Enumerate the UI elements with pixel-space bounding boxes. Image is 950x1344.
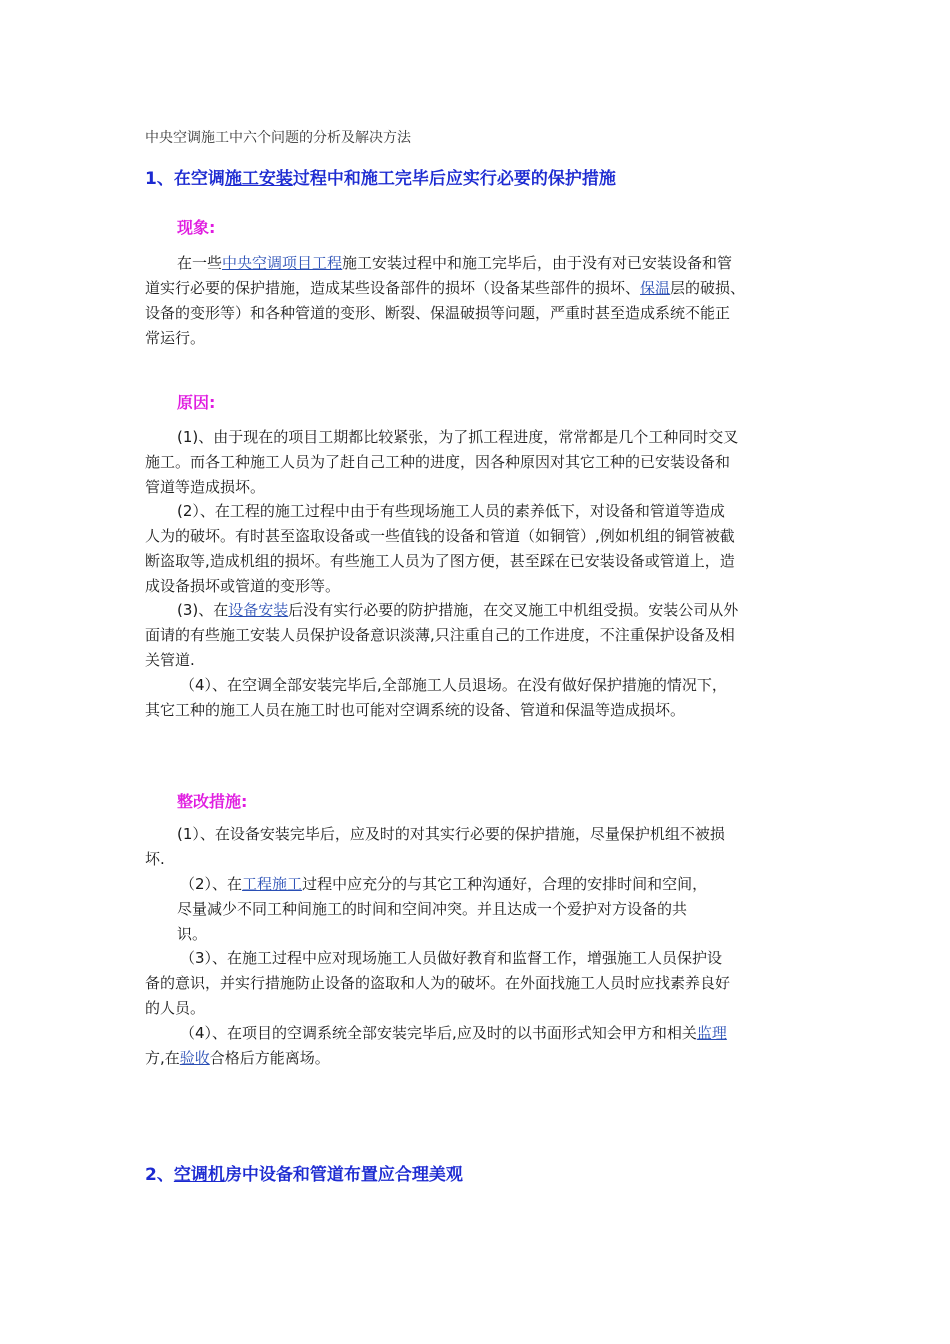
link-equipment-install[interactable]: 设备安装	[228, 601, 289, 619]
link-central-ac-project[interactable]: 中央空调项目工程	[222, 254, 343, 272]
paragraph-line: 关管道.	[145, 651, 195, 669]
link-ac-machine-room[interactable]: 空调机	[173, 1165, 225, 1185]
paragraph-line: 施工。而各工种施工人员为了赶自己工种的进度，因各种原因对其它工种的已安装设备和	[145, 453, 731, 471]
link-supervision[interactable]: 监理	[696, 1024, 727, 1042]
paragraph-line: 断盗取等,造成机组的损坏。有些施工人员为了图方便，甚至踩在已安装设备或管道上，造	[145, 552, 735, 570]
link-engineering-construction[interactable]: 工程施工	[242, 875, 303, 893]
link-construction-install[interactable]: 施工安装	[224, 169, 293, 189]
paragraph-line: 识。	[177, 925, 208, 943]
paragraph-line: 备的意识，并实行措施防止设备的盗取和人为的破坏。在外面找施工人员时应找素养良好	[145, 974, 731, 992]
subheading-cause: 原因:	[177, 393, 216, 412]
paragraph-line: 成设备损坏或管道的变形等。	[145, 577, 341, 595]
paragraph-line: (3)、在设备安装后没有实行必要的防护措施，在交叉施工中机组受损。安装公司从外	[177, 601, 739, 619]
section-2-heading: 2、空调机房中设备和管道布置应合理美观	[145, 1165, 463, 1185]
paragraph-line: 人为的破坏。有时甚至盗取设备或一些值钱的设备和管道（如铜管）,例如机组的铜管被截	[145, 527, 735, 545]
document-title: 中央空调施工中六个问题的分析及解决方法	[145, 130, 411, 146]
paragraph-line: 方,在验收合格后方能离场。	[145, 1049, 330, 1067]
paragraph-line: 的人员。	[145, 999, 206, 1017]
link-acceptance[interactable]: 验收	[179, 1049, 210, 1067]
paragraph-line: 坏.	[145, 850, 165, 868]
paragraph-line: 设备的变形等）和各种管道的变形、断裂、保温破损等问题，严重时甚至造成系统不能正	[145, 304, 731, 322]
paragraph-line: （4）、在项目的空调系统全部安装完毕后,应及时的以书面形式知会甲方和相关监理	[180, 1024, 727, 1042]
paragraph-line: （2）、在工程施工过程中应充分的与其它工种沟通好，合理的安排时间和空间，	[180, 875, 708, 893]
paragraph-line: （4）、在空调全部安装完毕后,全部施工人员退场。在没有做好保护措施的情况下，	[180, 676, 727, 694]
paragraph-line: (1）、在设备安装完毕后，应及时的对其实行必要的保护措施，尽量保护机组不被损	[177, 825, 725, 843]
paragraph-line: (2）、在工程的施工过程中由于有些现场施工人员的素养低下，对设备和管道等造成	[177, 502, 725, 520]
subheading-fix-measures: 整改措施:	[177, 792, 248, 811]
subheading-phenomenon: 现象:	[177, 218, 216, 237]
paragraph-line: 常运行。	[145, 329, 206, 347]
paragraph-line: 尽量减少不同工种间施工的时间和空间冲突。并且达成一个爱护对方设备的共	[177, 900, 688, 918]
paragraph-line: (1)、由于现在的项目工期都比较紧张，为了抓工程进度，常常都是几个工种同时交叉	[177, 428, 739, 446]
paragraph-line: 管道等造成损坏。	[145, 478, 266, 496]
paragraph-line: 在一些中央空调项目工程施工安装过程中和施工完毕后，由于没有对已安装设备和管	[177, 254, 733, 272]
paragraph-line: 道实行必要的保护措施，造成某些设备部件的损坏（设备某些部件的损坏、保温层的破损、	[145, 279, 746, 297]
paragraph-line: （3）、在施工过程中应对现场施工人员做好教育和监督工作，增强施工人员保护设	[180, 949, 723, 967]
paragraph-line: 其它工种的施工人员在施工时也可能对空调系统的设备、管道和保温等造成损坏。	[145, 701, 686, 719]
paragraph-line: 面请的有些施工安装人员保护设备意识淡薄,只注重自己的工作进度，不注重保护设备及相	[145, 626, 735, 644]
link-insulation[interactable]: 保温	[640, 279, 671, 297]
section-1-heading: 1、在空调施工安装过程中和施工完毕后应实行必要的保护措施	[145, 169, 616, 189]
